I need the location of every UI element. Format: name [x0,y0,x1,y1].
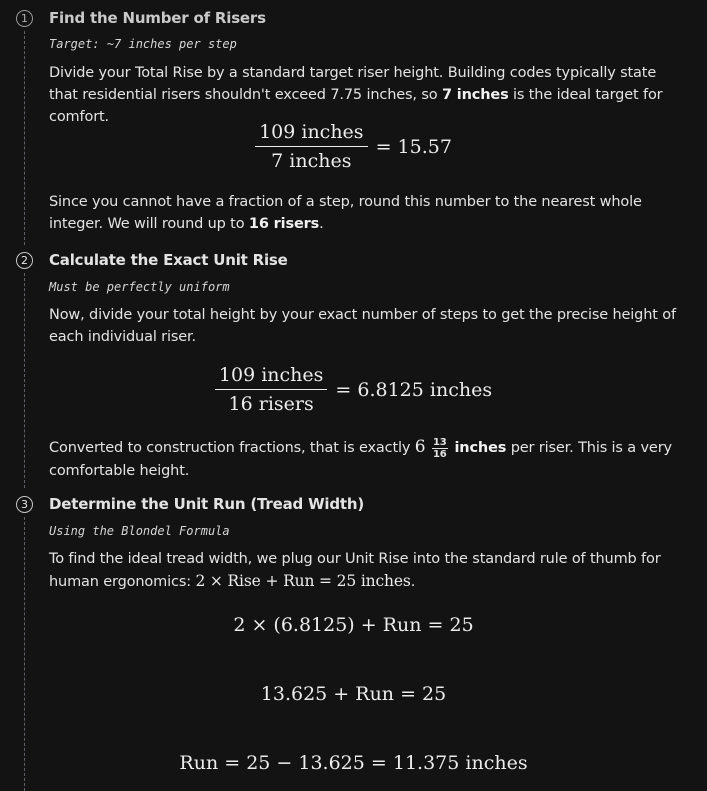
inline-fraction-denominator: 16 [432,448,447,460]
fraction [255,121,368,172]
step-number: 1 [21,12,28,25]
mixed-number-whole: 6 [414,437,426,457]
equation-fraction [0,121,707,172]
inline-fraction [432,437,448,460]
step-number-badge [16,252,33,269]
emphasis-text: 7 inches [441,87,509,103]
equation-result: = 15.57 [375,135,452,158]
paragraph-text: . [410,574,416,590]
step-paragraph [49,436,689,482]
step-number: 3 [21,498,28,511]
fraction-denominator: 7 inches [271,150,352,172]
equation-line: Run = 25 − 13.625 = 11.375 inches [179,752,528,774]
step-paragraph [49,191,689,235]
step-subtitle: Target: ~7 inches per step [49,37,237,51]
step-subtitle: Must be perfectly uniform [49,280,230,294]
step-paragraph [49,62,689,128]
inline-formula: 2 × Rise + Run = 25 inches [195,572,411,590]
step-subtitle: Using the Blondel Formula [49,524,230,538]
paragraph-text: To find the ideal tread width, we plug our Unit Rise into the standard rule of thumb for human ergonomics: [49,551,661,590]
paragraph-text: Converted to construction fractions, that is exactly [49,440,415,456]
paragraph-text: per riser. This is a very comfortable height. [49,440,672,479]
step-title: Determine the Unit Run (Tread Width) [49,495,364,513]
inline-fraction-numerator: 13 [432,436,447,448]
step-title: Find the Number of Risers [49,9,266,27]
equation-line: 13.625 + Run = 25 [260,683,447,705]
step-title: Calculate the Exact Unit Rise [49,251,288,269]
equation-result: = 6.8125 inches [335,378,493,401]
step-paragraph: Now, divide your total height by your exact number of steps to get the precise height of each individual riser. [49,307,676,345]
fraction-numerator: 109 inches [215,364,328,390]
emphasis-text: 16 risers [248,216,320,232]
step-number-badge [16,496,33,513]
step-number: 2 [21,254,28,267]
fraction-numerator: 109 inches [255,121,368,147]
step-connector-line [24,517,25,791]
equation-line: 2 × (6.8125) + Run = 25 [233,614,474,636]
paragraph-text: . [319,216,324,232]
step-paragraph [49,548,689,593]
paragraph-text: is the ideal target for comfort. [49,87,663,125]
equation-fraction [0,364,707,415]
paragraph-text: Divide your Total Rise by a standard target riser height. Building codes typically state that residential risers shouldn't exceed 7.75 inches, so [49,65,657,103]
fraction-denominator: 16 risers [228,393,314,415]
fraction [215,364,328,415]
step-number-badge [16,10,33,27]
emphasis-text: inches [449,440,507,456]
paragraph-text: Since you cannot have a fraction of a step, round this number to the nearest whole integer. We will round up to [49,194,642,232]
